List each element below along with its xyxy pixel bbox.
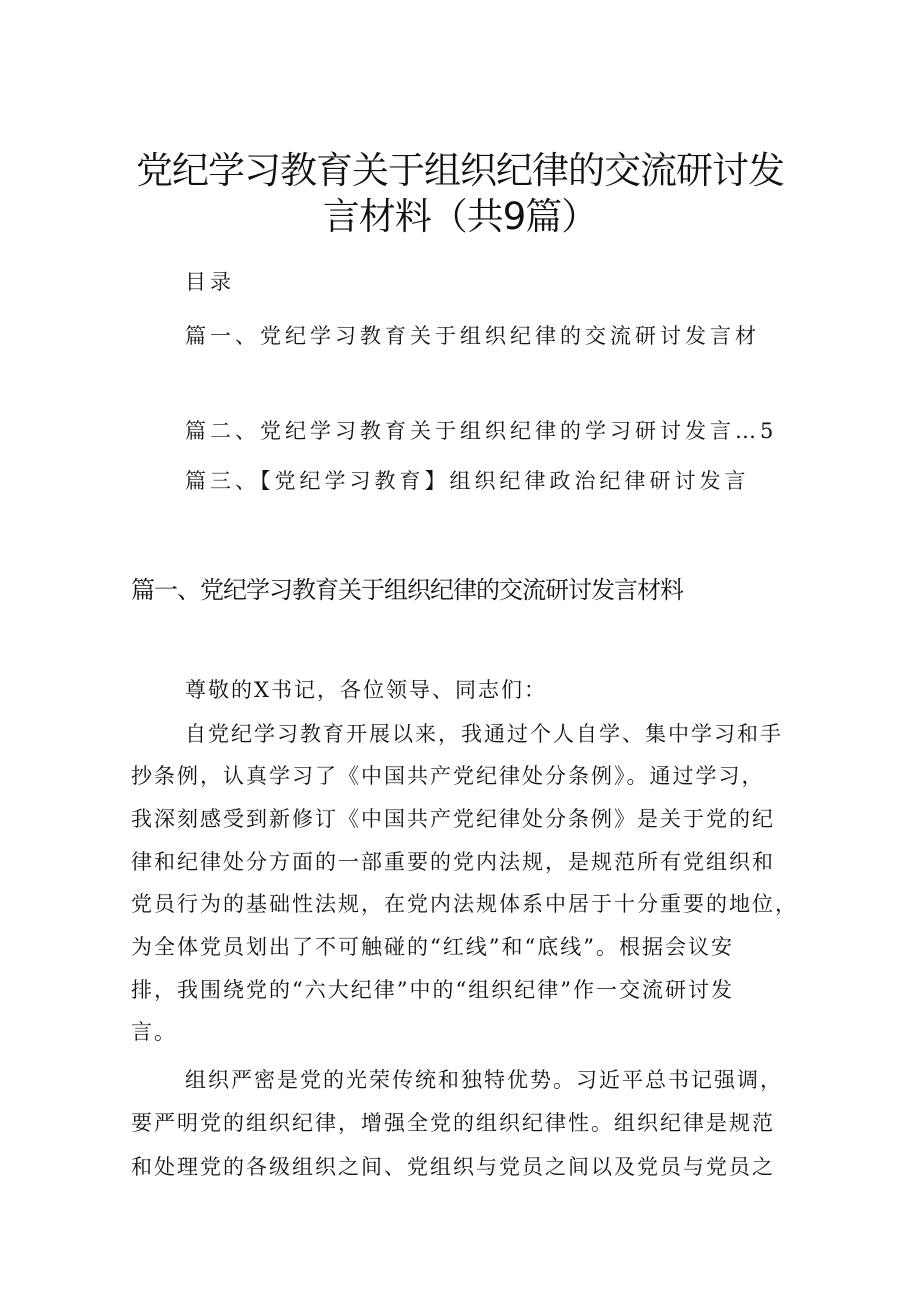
paragraph-1-line-5: 党员行为的基础性法规，在党内法规体系中居于十分重要的地位， — [131, 892, 798, 916]
paragraph-1-line-6: 为全体党员划出了不可触碰的“红线”和“底线”。根据会议安 — [131, 935, 734, 959]
salutation: 尊敬的X书记，各位领导、同志们： — [185, 678, 547, 702]
toc-item-1[interactable]: 篇一、党纪学习教育关于组织纪律的交流研讨发言材 — [185, 324, 760, 348]
paragraph-1-line-8: 言。 — [131, 1020, 177, 1044]
paragraph-1-line-2: 抄条例，认真学习了《中国共产党纪律处分条例》。通过学习， — [131, 764, 765, 788]
paragraph-1-line-3: 我深刻感受到新修订《中国共产党纪律处分条例》是关于党的纪 — [131, 807, 775, 831]
toc-item-2[interactable]: 篇二、党纪学习教育关于组织纪律的学习研讨发言…5 — [185, 419, 778, 443]
document-title-line-1: 党纪学习教育关于组织纪律的交流研讨发 — [136, 149, 784, 192]
paragraph-1-line-1: 自党纪学习教育开展以来，我通过个人自学、集中学习和手 — [185, 722, 783, 746]
toc-item-3[interactable]: 篇三、【党纪学习教育】组织纪律政治纪律研讨发言 — [185, 469, 750, 493]
document-title-line-2: 言材料（共9篇） — [322, 195, 598, 238]
section-heading: 篇一、党纪学习教育关于组织纪律的交流研讨发言材料 — [131, 576, 683, 604]
toc-heading: 目录 — [185, 270, 235, 294]
paragraph-2-line-3: 和处理党的各级组织之间、党组织与党员之间以及党员与党员之 — [131, 1155, 775, 1179]
paragraph-1-line-7: 排，我围绕党的“六大纪律”中的“组织纪律”作一交流研讨发 — [131, 978, 734, 1002]
paragraph-2-line-1: 组织严密是党的光荣传统和独特优势。习近平总书记强调， — [185, 1068, 783, 1092]
paragraph-2-line-2: 要严明党的组织纪律，增强全党的组织纪律性。组织纪律是规范 — [131, 1111, 775, 1135]
paragraph-1-line-4: 律和纪律处分方面的一部重要的党内法规，是规范所有党组织和 — [131, 850, 775, 874]
